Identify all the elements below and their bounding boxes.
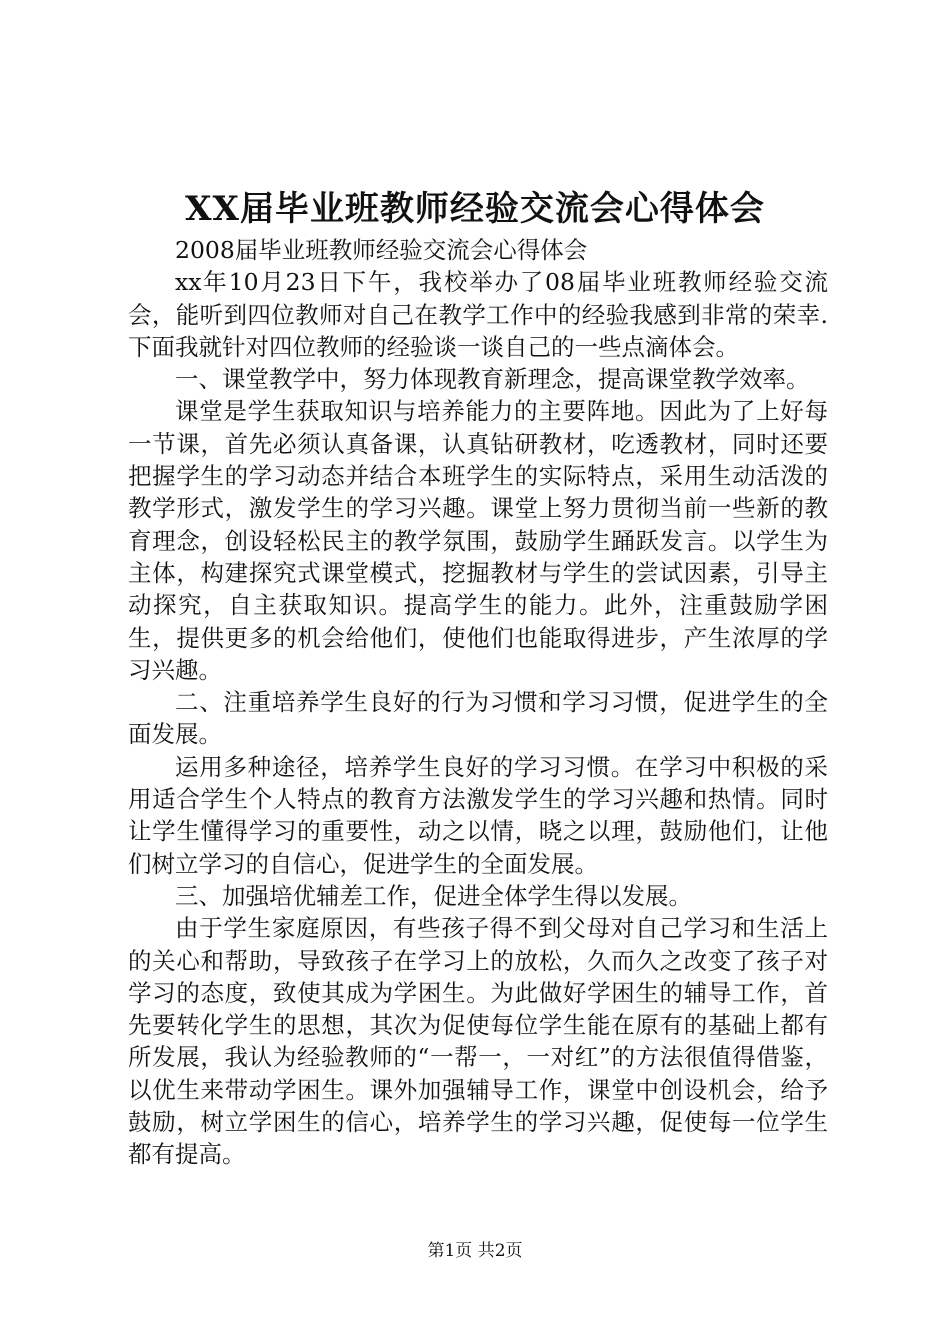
- paragraph-intro: xx年10月23日下午，我校举办了08届毕业班教师经验交流会，能听到四位教师对自己在教学工作中的经验我感到非常的荣幸.下面我就针对四位教师的经验谈一谈自己的一些点滴体会。: [128, 268, 828, 361]
- paragraph-subtitle: 2008届毕业班教师经验交流会心得体会: [175, 236, 588, 264]
- paragraph-section-1: 课堂是学生获取知识与培养能力的主要阵地。因此为了上好每一节课，首先必须认真备课，认真钻研教材，吃透教材，同时还要把握学生的学习动态并结合本班学生的实际特点，采用生动活泼的教学形式，激发学生的学习兴趣。课堂上努力贯彻当前一些新的教育理念，创设轻松民主的教学氛围，鼓励学生踊跃发言。以学生为主体，构建探究式课堂模式，挖掘教材与学生的尝试因素，引导主动探究，自主获取知识。提高学生的能力。此外，注重鼓励学困生，提供更多的机会给他们，使他们也能取得进步，产生浓厚的学习兴趣。: [128, 397, 828, 684]
- document-title: XX届毕业班教师经验交流会心得体会: [185, 189, 765, 229]
- paragraph-section-3: 由于学生家庭原因，有些孩子得不到父母对自己学习和生活上的关心和帮助，导致孩子在学习上的放松，久而久之改变了孩子对学习的态度，致使其成为学困生。为此做好学困生的辅导工作，首先要转化学生的思想，其次为促使每位学生能在原有的基础上都有所发展，我认为经验教师的“一帮一，一对红”的方法很值得借鉴，以优生来带动学困生。课外加强辅导工作，课堂中创设机会，给予鼓励，树立学困生的信心，培养学生的学习兴趣，促使每一位学生都有提高。: [128, 914, 828, 1169]
- section-heading-1: 一、课堂教学中，努力体现教育新理念，提高课堂教学效率。: [175, 365, 810, 394]
- section-heading-2: 二、注重培养学生良好的行为习惯和学习习惯，促进学生的全面发展。: [128, 688, 828, 749]
- page-footer: 第1页 共2页: [427, 1241, 523, 1261]
- document-body: [128, 234, 828, 1171]
- paragraph-section-2: 运用多种途径，培养学生良好的学习习惯。在学习中积极的采用适合学生个人特点的教育方法激发学生的学习兴趣和热情。同时让学生懂得学习的重要性，动之以情，晓之以理，鼓励他们，让他们树立学习的自信心，促进学生的全面发展。: [128, 752, 828, 878]
- section-heading-3: 三、加强培优辅差工作，促进全体学生得以发展。: [175, 881, 692, 910]
